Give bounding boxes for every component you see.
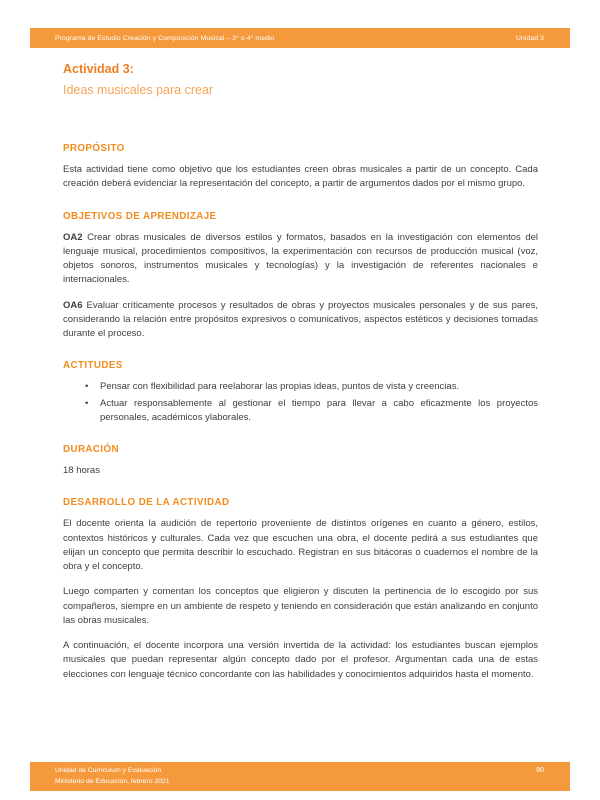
header-program-title: Programa de Estudio Creación y Composición Musical – 3° o 4° medio bbox=[55, 34, 275, 42]
bullet-text: Pensar con flexibilidad para reelaborar las propias ideas, puntos de vista y creencias. bbox=[100, 381, 460, 393]
list-item bbox=[63, 380, 538, 394]
desarrollo-paragraph: A continuación, el docente incorpora una versión invertida de la actividad: los estudiantes buscan ejemplos musicales que puedan representar algún concepto dado por el profesor. Argumentan cada una de estas elecciones con lenguaje técnico concordante con las habilidades y conocimientos adquiridos hasta el momento. bbox=[63, 640, 538, 680]
section-heading-desarrollo: DESARROLLO DE LA ACTIVIDAD bbox=[63, 497, 230, 509]
oa6-text: Evaluar críticamente procesos y resultados de obras y proyectos musicales personales y de sus pares, considerando la relación entre propósitos expresivos o comunicativos, aspectos estéticos y decisiones tomadas durante el proceso. bbox=[63, 299, 539, 339]
section-heading-actitudes: ACTITUDES bbox=[63, 360, 123, 372]
section-heading-duracion: DURACIÓN bbox=[63, 444, 119, 455]
section-heading-proposito: PROPÓSITO bbox=[63, 143, 125, 154]
activity-title: Actividad 3: bbox=[63, 62, 134, 76]
page-number: 80 bbox=[536, 767, 544, 774]
oa2-text: Crear obras musicales de diversos estilos y formatos, basados en la investigación con elementos del lenguaje musical, procedimientos compositivos, la experimentación con recursos de producción musical (voz, objetos sonoros, instrumentos musicales y tecnologías) y la investigación de referentes nacionales e internacionales. bbox=[63, 231, 539, 286]
oa6-label: OA6 bbox=[63, 299, 83, 311]
oa6-paragraph bbox=[63, 299, 538, 342]
footer-ministry-line: Ministerio de Educación, febrero 2021 bbox=[55, 777, 170, 785]
oa2-label: OA2 bbox=[63, 231, 83, 243]
duracion-value: 18 horas bbox=[63, 465, 100, 476]
bullet-icon: • bbox=[85, 397, 89, 409]
oa2-paragraph bbox=[63, 231, 538, 288]
page-footer-bar bbox=[30, 762, 570, 791]
header-unit-label: Unidad 3 bbox=[515, 34, 544, 42]
page-header-bar bbox=[30, 28, 570, 48]
desarrollo-paragraph: El docente orienta la audición de repertorio proveniente de distintos orígenes en cuanto a género, estilos, contextos históricos y culturales. Cada vez que escuchen una obra, el docente pedirá a sus estudiantes que elijan un concepto que permita describir lo escuchado. Registran en sus bitácoras o cuadernos el nombre de la obra y el concepto. bbox=[63, 518, 538, 572]
page-content bbox=[63, 62, 538, 693]
desarrollo-paragraph: Luego comparten y comentan los conceptos que eligieron y discuten la pertinencia de lo escogido por sus compañeros, siempre en un ambiente de respeto y teniendo en consideración que están analizando en conjunto las obras musicales. bbox=[63, 586, 538, 626]
bullet-text: Actuar responsablemente al gestionar el tiempo para llevar a cabo eficazmente los proyectos personales, académicos ylaborales. bbox=[100, 397, 538, 423]
bullet-icon: • bbox=[85, 381, 89, 393]
section-heading-objetivos: OBJETIVOS DE APRENDIZAJE bbox=[63, 210, 217, 222]
footer-unit-line: Unidad de Curriculum y Evaluación bbox=[55, 766, 162, 774]
proposito-paragraph: Esta actividad tiene como objetivo que los estudiantes creen obras musicales a partir de un concepto. Cada creación deberá evidenciar la representación del concepto, a partir de argumentos dados por el mismo grupo. bbox=[63, 164, 538, 190]
footer-credits bbox=[55, 766, 169, 788]
activity-subtitle: Ideas musicales para crear bbox=[63, 83, 214, 97]
list-item bbox=[63, 397, 538, 426]
actitudes-bullet-list bbox=[63, 380, 538, 425]
